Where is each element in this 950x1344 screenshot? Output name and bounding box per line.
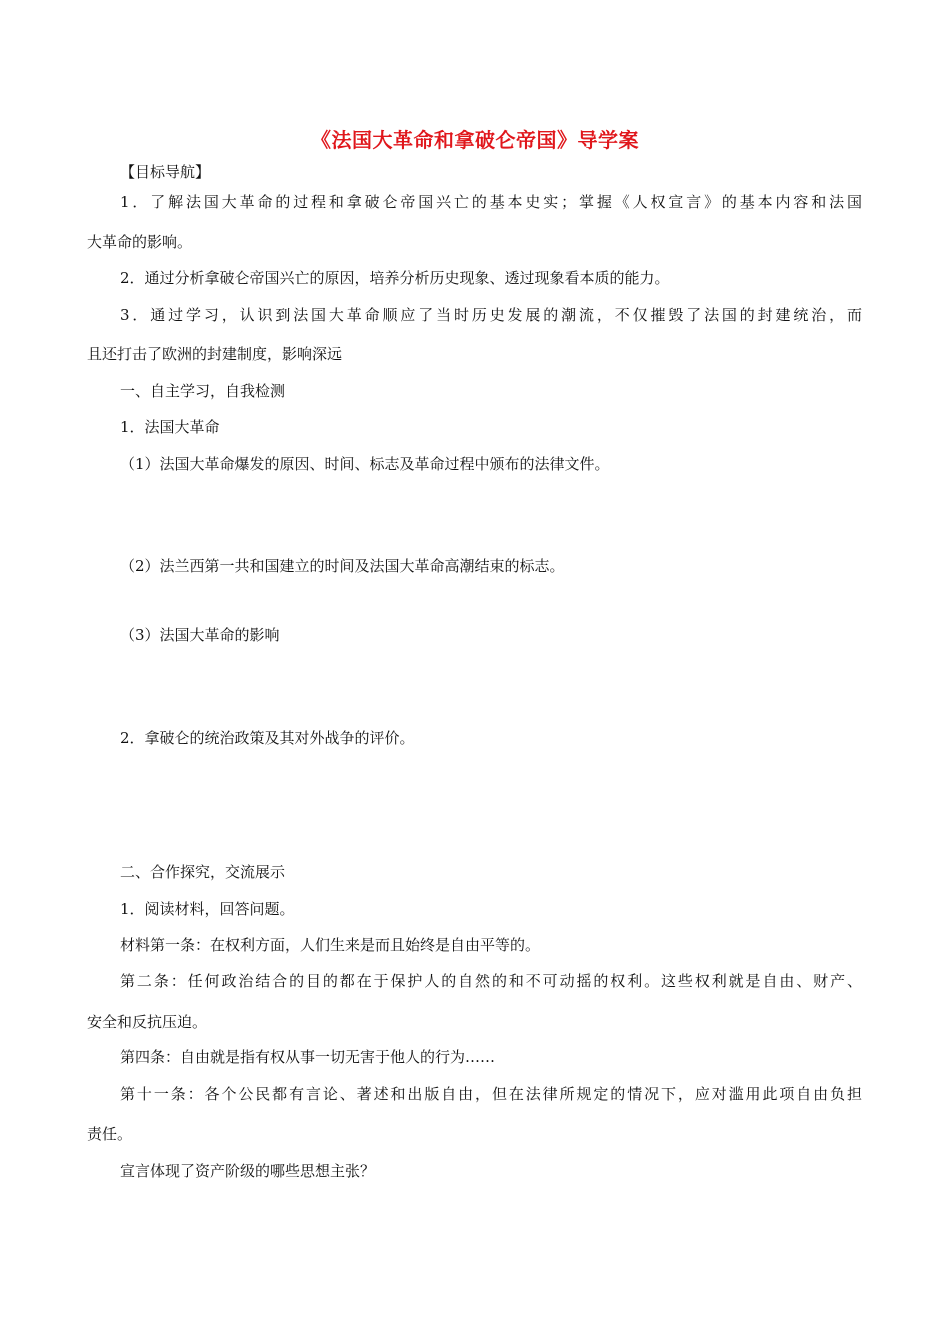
material-article-1: 材料第一条：在权利方面，人们生来是而且始终是自由平等的。 (120, 936, 541, 954)
question-2: 2．拿破仑的统治政策及其对外战争的评价。 (120, 729, 415, 747)
section-header-goals: 【目标导航】 (120, 163, 211, 181)
discussion-question: 宣言体现了资产阶级的哪些思想主张？ (120, 1162, 376, 1180)
goal-1-line-1: 1．了解法国大革命的过程和拿破仑帝国兴亡的基本史实；掌握《人权宣言》的基本内容和法国 (120, 193, 862, 211)
material-article-2-line-2: 安全和反抗压迫。 (87, 1013, 208, 1031)
material-article-2-line-1: 第二条：任何政治结合的目的都在于保护人的自然的和不可动摇的权利。这些权利就是自由、财产、 (120, 972, 862, 990)
goal-3-line-1: 3．通过学习，认识到法国大革命顺应了当时历史发展的潮流，不仅摧毁了法国的封建统治，而 (120, 306, 862, 324)
goal-3-line-2: 且还打击了欧洲的封建制度，影响深远 (87, 345, 343, 363)
question-1-2: （2）法兰西第一共和国建立的时间及法国大革命高潮结束的标志。 (120, 557, 565, 575)
question-1-heading: 1．法国大革命 (120, 418, 220, 436)
part-2-heading: 二、合作探究，交流展示 (120, 863, 286, 881)
question-1-1: （1）法国大革命爆发的原因、时间、标志及革命过程中颁布的法律文件。 (120, 455, 610, 473)
goal-1-line-2: 大革命的影响。 (87, 233, 193, 251)
document-title: 《法国大革命和拿破仑帝国》导学案 (311, 128, 639, 152)
material-article-4: 第四条：自由就是指有权从事一切无害于他人的行为…… (120, 1048, 496, 1066)
question-1-3: （3）法国大革命的影响 (120, 626, 280, 644)
material-article-11-line-2: 责任。 (87, 1125, 133, 1143)
goal-2: 2．通过分析拿破仑帝国兴亡的原因，培养分析历史现象、透过现象看本质的能力。 (120, 269, 670, 287)
material-article-11-line-1: 第十一条：各个公民都有言论、著述和出版自由，但在法律所规定的情况下，应对滥用此项自由负担 (120, 1085, 862, 1103)
part-1-heading: 一、自主学习，自我检测 (120, 382, 286, 400)
part-2-question-1: 1．阅读材料，回答问题。 (120, 900, 295, 918)
